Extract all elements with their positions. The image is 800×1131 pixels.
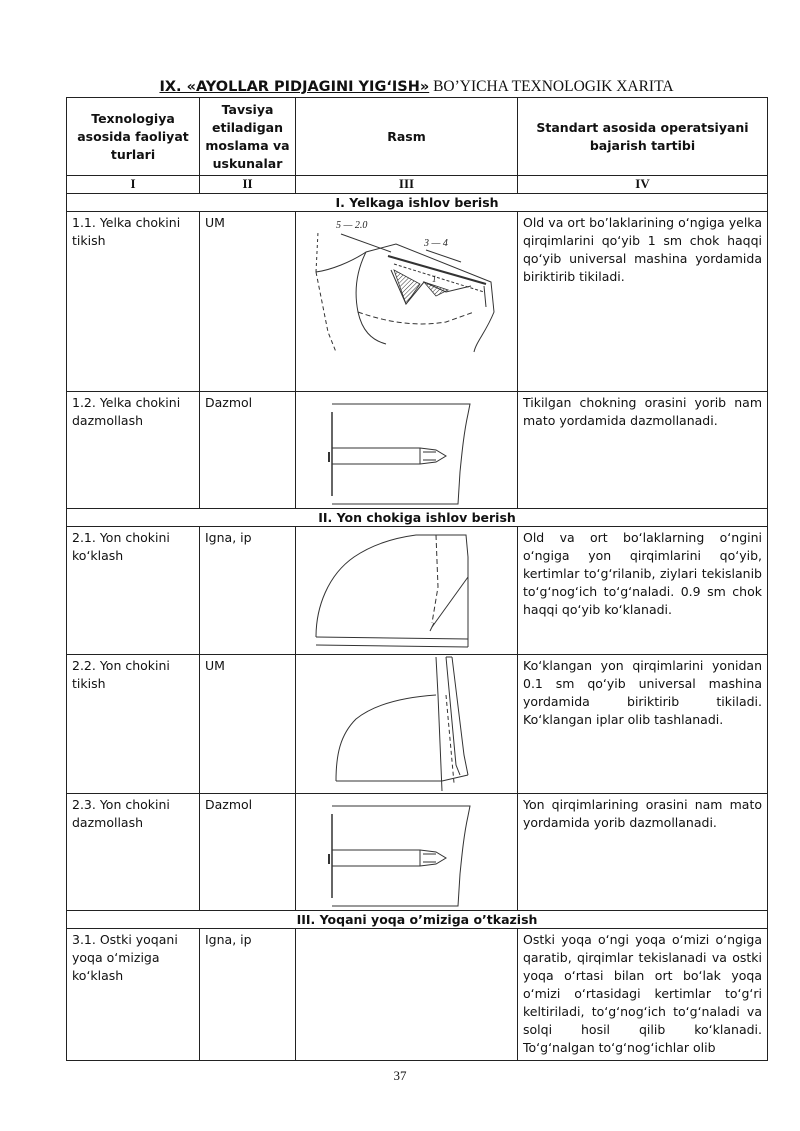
section-title: I. Yelkaga ishlov berish <box>67 194 768 212</box>
section-row <box>67 911 768 929</box>
tool-cell: Igna, ip <box>200 527 296 655</box>
column-number: I <box>67 176 200 194</box>
procedure-cell: Old va ort bo‘laklarning o‘ngini o‘ngiga yon qirqimlarini qo‘yib, kertimlar to‘g‘rilanib, ziylari tekislanib to‘g‘nog‘ich to‘g‘naladi. 0.9 sm chok haqqi qo‘yib ko‘klanadi. <box>518 527 768 655</box>
header-tools: Tavsiya etiladigan moslama va uskunalar <box>200 98 296 176</box>
shoulder-seam-sewing-illustration <box>296 212 518 391</box>
table-row <box>67 212 768 392</box>
activity-cell: 1.1. Yelka chokini tikish <box>67 212 200 392</box>
column-number: II <box>200 176 296 194</box>
tool-cell: Dazmol <box>200 794 296 911</box>
activity-cell: 1.2. Yelka chokini dazmollash <box>67 392 200 509</box>
header-activity: Texnologiya asosida faoliyat turlari <box>67 98 200 176</box>
section-title: III. Yoqani yoqa o’miziga o’tkazish <box>67 911 768 929</box>
procedure-cell: Ko‘klangan yon qirqimlarini yonidan 0.1 sm qo‘yib universal mashina yordamida biriktirib tikiladi. Ko‘klangan iplar olib tashlanadi. <box>518 655 768 794</box>
section-row <box>67 194 768 212</box>
table-row <box>67 527 768 655</box>
page-number: 37 <box>393 1068 407 1083</box>
illustration-cell <box>296 392 518 509</box>
procedure-cell: Tikilgan chokning orasini yorib nam mato yordamida dazmollanadi. <box>518 392 768 509</box>
activity-cell: 2.3. Yon chokini dazmollash <box>67 794 200 911</box>
section-title: II. Yon chokiga ishlov berish <box>67 509 768 527</box>
dimension-label: 3 — 4 <box>424 238 448 249</box>
side-seam-basting-illustration <box>296 527 518 654</box>
activity-cell: 2.2. Yon chokini tikish <box>67 655 200 794</box>
tool-cell: Dazmol <box>200 392 296 509</box>
column-number: IV <box>518 176 768 194</box>
activity-cell: 3.1. Ostki yoqani yoqa o‘miziga ko‘klash <box>67 929 200 1061</box>
page-title: IX. «AYOLLAR PIDJAGINI YIG‘ISH» BO’YICHA TEXNOLOGIK XARITA <box>159 78 674 95</box>
activity-cell: 2.1. Yon chokini ko‘klash <box>67 527 200 655</box>
table-row <box>67 929 768 1061</box>
header-picture: Rasm <box>296 98 518 176</box>
side-seam-sewing-illustration <box>296 655 518 793</box>
procedure-cell: Old va ort bo’laklarining o‘ngiga yelka qirqimlarini qo‘yib 1 sm chok haqqi qo‘yib universal mashina yordamida biriktirib tikiladi. <box>518 212 768 392</box>
illustration-cell <box>296 929 518 1061</box>
shoulder-seam-ironing-illustration <box>296 392 518 508</box>
table-row <box>67 794 768 911</box>
tool-cell: UM <box>200 655 296 794</box>
illustration-cell <box>296 527 518 655</box>
table-row <box>67 392 768 509</box>
illustration-cell <box>296 794 518 911</box>
procedure-cell: Yon qirqimlarining orasini nam mato yordamida yorib dazmollanadi. <box>518 794 768 911</box>
column-number: III <box>296 176 518 194</box>
header-procedure: Standart asosida operatsiyani bajarish tartibi <box>518 98 768 176</box>
header-row <box>67 98 768 176</box>
tool-cell: Igna, ip <box>200 929 296 1061</box>
section-row <box>67 509 768 527</box>
technology-map-table <box>66 97 768 1061</box>
procedure-cell: Ostki yoqa o‘ngi yoqa o‘mizi o‘ngiga qaratib, qirqimlar tekislanadi va ostki yoqa o‘rtasi bilan ort bo‘lak yoqa o‘mizi o‘rtasidagi kertimlar to‘g‘ri keltiriladi, to‘g‘nog‘ich to‘g‘naladi va solqi hosil qilib ko‘klanadi. To‘g‘nalgan to‘g‘nog‘ichlar olib <box>518 929 768 1061</box>
tool-cell: UM <box>200 212 296 392</box>
dimension-label: 1 <box>432 274 437 284</box>
side-seam-ironing-illustration <box>296 794 518 910</box>
table-row <box>67 655 768 794</box>
illustration-cell <box>296 212 518 392</box>
column-number-row <box>67 176 768 194</box>
illustration-cell <box>296 655 518 794</box>
dimension-label: 5 — 2.0 <box>336 220 368 231</box>
